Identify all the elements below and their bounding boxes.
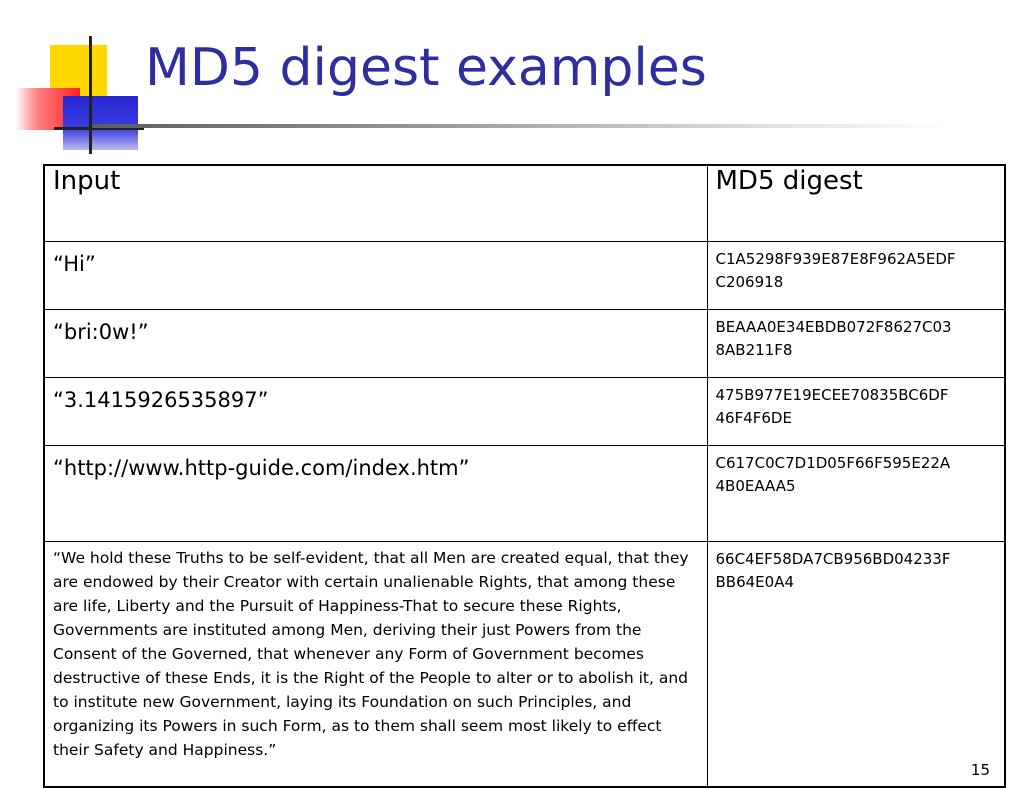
input-cell: “3.1415926535897” <box>44 378 707 446</box>
header-input: Input <box>44 165 707 242</box>
table-row <box>44 310 1005 378</box>
digest-cell <box>707 542 1005 788</box>
table-header-row <box>44 165 1005 242</box>
digest-line: 66C4EF58DA7CB956BD04233F <box>715 550 951 568</box>
digest-line: BEAAA0E34EBDB072F8627C03 <box>715 318 952 336</box>
digest-line: BB64E0A4 <box>715 573 794 591</box>
table-row <box>44 378 1005 446</box>
digest-line: C617C0C7D1D05F66F595E22A <box>715 454 951 472</box>
digest-cell <box>707 378 1005 446</box>
slide-title: MD5 digest examples <box>145 38 707 98</box>
input-cell: “Hi” <box>44 242 707 310</box>
digest-cell <box>707 242 1005 310</box>
decorative-blue-square <box>63 96 138 150</box>
digest-cell <box>707 446 1005 542</box>
digest-line: C1A5298F939E87E8F962A5EDF <box>715 250 956 268</box>
table-row <box>44 242 1005 310</box>
digest-line: 46F4F6DE <box>715 409 792 427</box>
digest-line: 475B977E19ECEE70835BC6DF <box>715 386 949 404</box>
decorative-vertical-line <box>89 36 92 154</box>
table-row <box>44 446 1005 542</box>
title-underline <box>92 124 952 128</box>
digest-line: C206918 <box>715 273 784 291</box>
header-md5-digest: MD5 digest <box>707 165 1005 242</box>
digest-line: 4B0EAAA5 <box>715 477 796 495</box>
input-cell: “bri:0w!” <box>44 310 707 378</box>
input-cell: “We hold these Truths to be self-evident, that all Men are created equal, that they are endowed by their Creator with certain unalienable Rights, that among these are life, Liberty and the Pursuit of Happiness-That to secure these Rights, Governments are instituted among Men, deriving their just Powers from the Consent of the Governed, that whenever any Form of Government becomes destructive of these Ends, it is the Right of the People to alter or to abolish it, and to institute new Government, laying its Foundation on such Principles, and organizing its Powers in such Form, as to them shall seem most likely to effect their Safety and Happiness.” <box>44 542 707 788</box>
digest-line: 8AB211F8 <box>715 341 793 359</box>
digest-cell <box>707 310 1005 378</box>
md5-examples-table <box>43 164 1006 788</box>
input-cell: “http://www.http-guide.com/index.htm” <box>44 446 707 542</box>
page-number: 15 <box>970 761 990 779</box>
table-row <box>44 542 1005 788</box>
